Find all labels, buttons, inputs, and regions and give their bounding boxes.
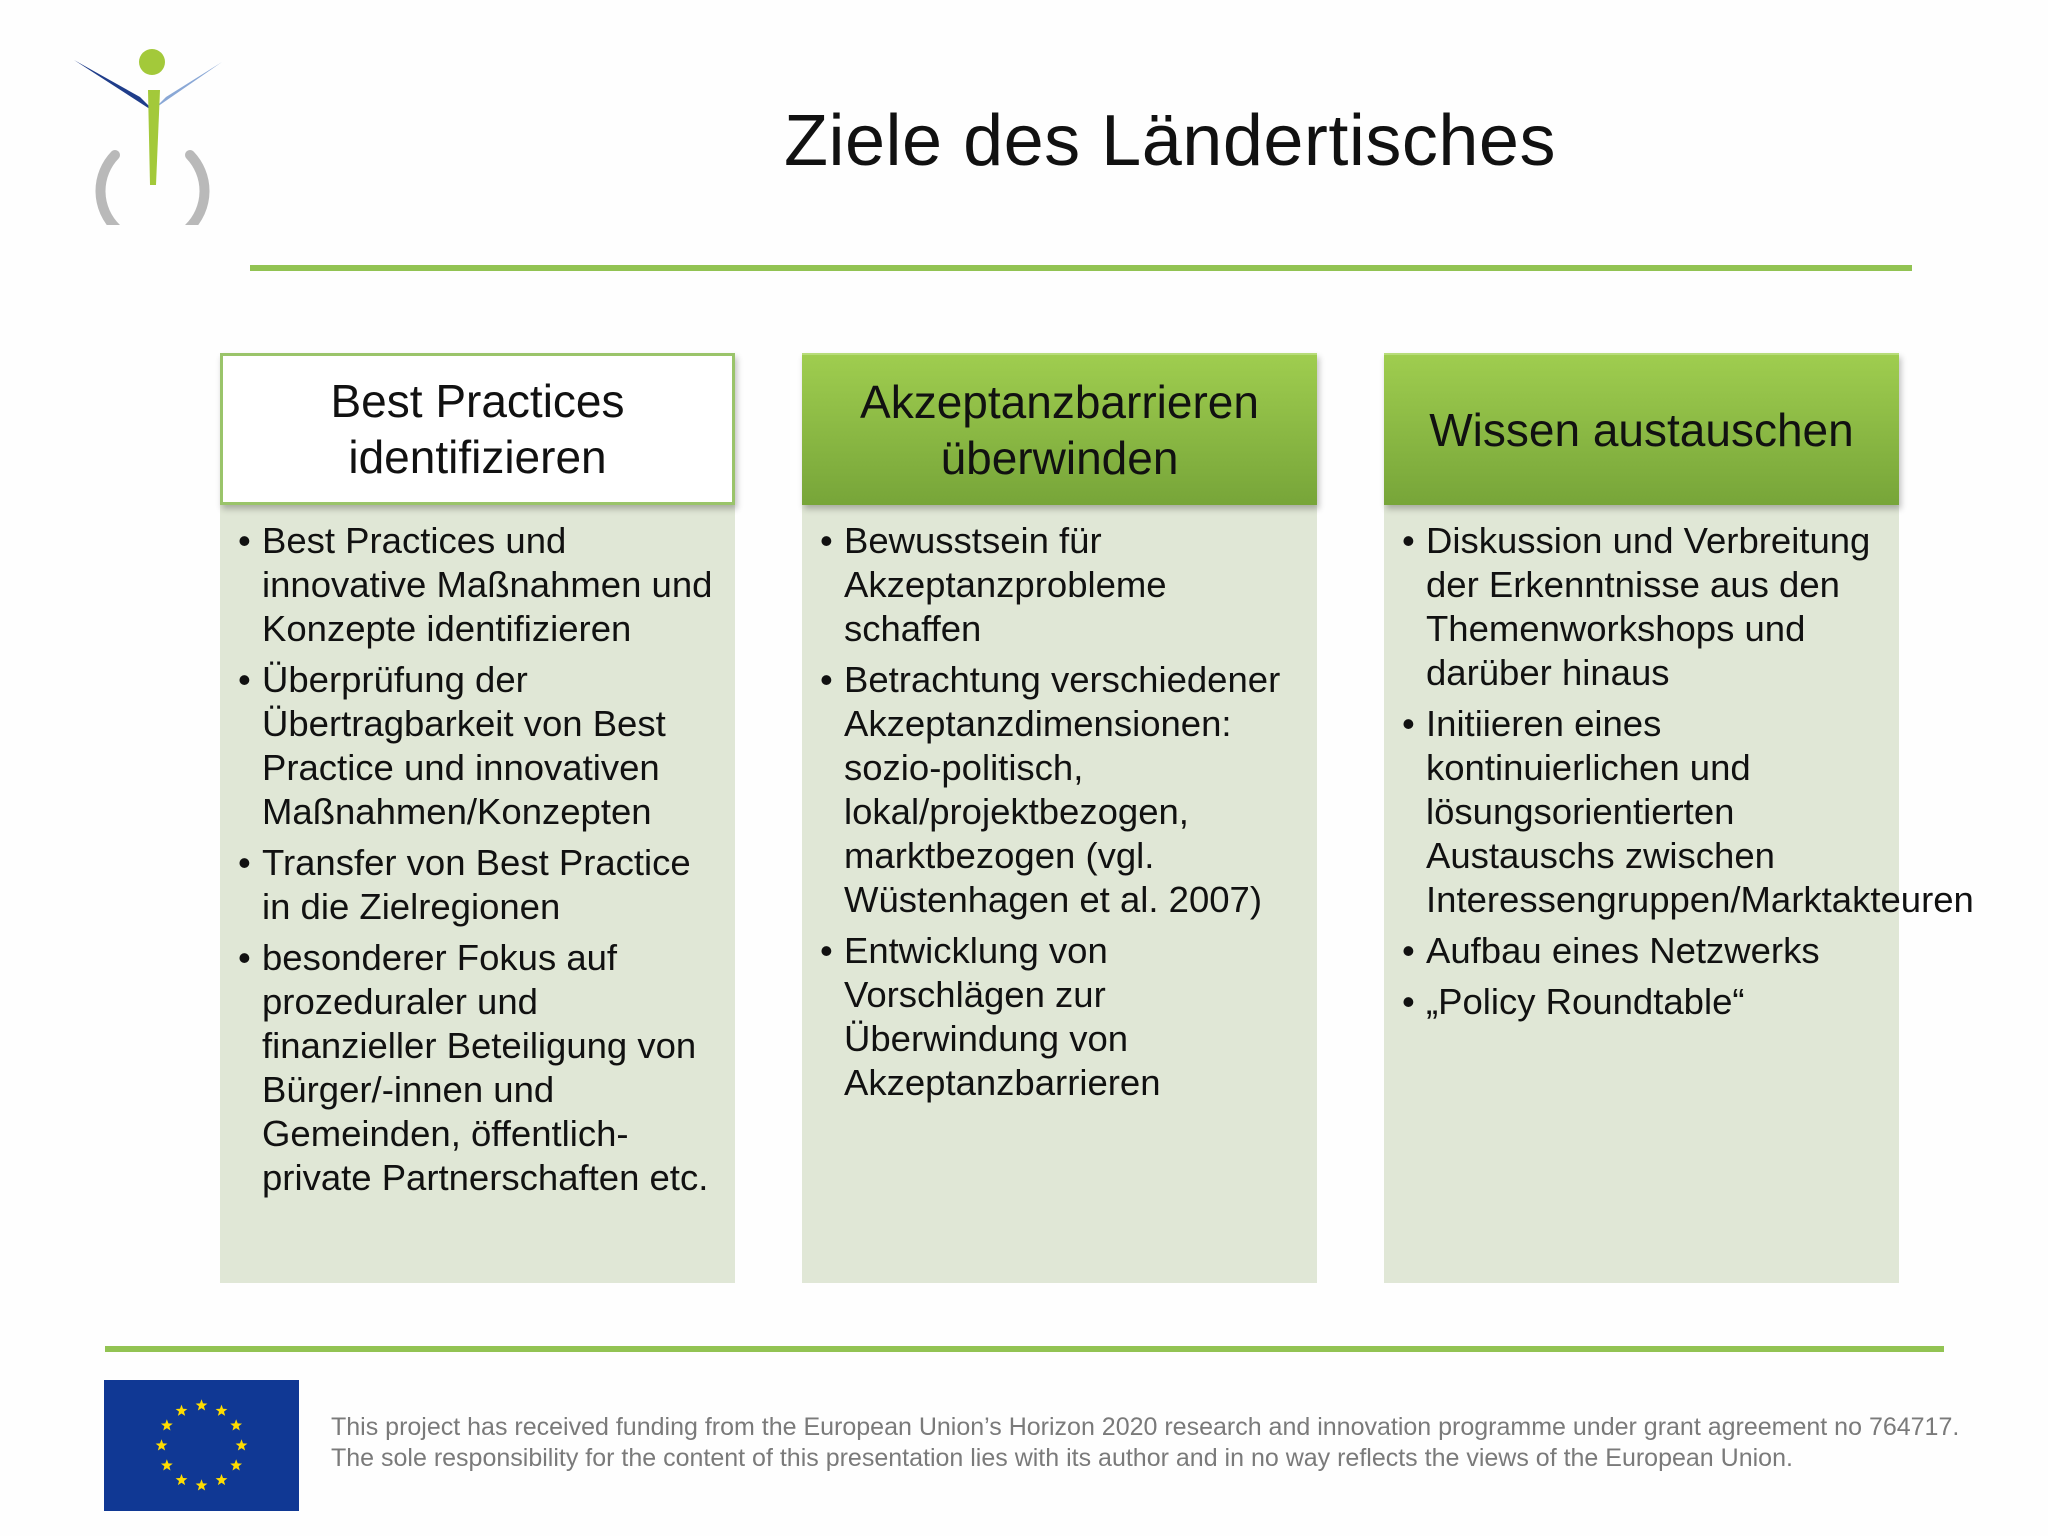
slide-title: Ziele des Ländertisches: [784, 101, 1556, 181]
list-item: • Aufbau eines Netzwerks: [1402, 930, 1820, 971]
footer-divider: [105, 1346, 1944, 1352]
eu-flag-icon: [104, 1380, 299, 1511]
list-item: • Initiieren eines kontinuierlichen und lösungsorientierten Austauschs zwischen Interessengruppen/Marktakteuren: [1402, 703, 1974, 920]
title-divider: [250, 265, 1912, 271]
bullet-list: [820, 519, 1301, 1105]
bullet-icon: •: [238, 659, 251, 700]
bullet-icon: •: [238, 937, 251, 978]
bullet-list: [238, 519, 719, 1200]
column-heading-text: Akzeptanzbarrieren überwinden: [860, 376, 1259, 484]
list-item: • „Policy Roundtable“: [1402, 981, 1745, 1022]
column-heading: [220, 353, 735, 505]
column-wissen: [1384, 353, 1974, 1283]
column-heading: [1384, 353, 1899, 505]
bullet-icon: •: [1402, 520, 1415, 561]
bullet-icon: •: [238, 520, 251, 561]
column-heading-text: Best Practices identifizieren: [330, 375, 625, 483]
list-item: • Entwicklung von Vorschlägen zur Überwindung von Akzeptanzbarrieren: [820, 930, 1161, 1103]
column-body: [802, 505, 1317, 1283]
list-item: • Diskussion und Verbreitung der Erkenntnisse aus den Themenworkshops und darüber hinaus: [1402, 520, 1871, 693]
list-item: • Best Practices und innovative Maßnahmen und Konzepte identifizieren: [238, 520, 713, 649]
list-item: • Bewusstsein für Akzeptanzprobleme schaffen: [820, 520, 1167, 649]
bullet-list: [1402, 519, 1974, 1024]
funding-disclaimer: This project has received funding from the European Union’s Horizon 2020 research and innovation programme under grant agreement no 764717. The sole responsibility for the content of this presentation lies with its author and in no way reflects the views of the European Union.: [331, 1413, 1960, 1472]
column-body: [220, 505, 735, 1283]
list-item: • Überprüfung der Übertragbarkeit von Best Practice und innovativen Maßnahmen/Konzepten: [238, 659, 666, 832]
bullet-icon: •: [820, 659, 833, 700]
bullet-icon: •: [1402, 981, 1415, 1022]
list-item: • besonderer Fokus auf prozeduraler und finanzieller Beteiligung von Bürger/-innen und Gemeinden, öffentlich-private Partnerschaften etc.: [238, 937, 709, 1198]
column-body: [1384, 505, 1974, 1283]
list-item: • Betrachtung verschiedener Akzeptanzdimensionen: sozio-politisch, lokal/projektbezogen, marktbezogen (vgl. Wüstenhagen et al. 2007): [820, 659, 1281, 920]
bullet-icon: •: [820, 930, 833, 971]
column-heading: [802, 353, 1317, 505]
column-akzeptanzbarrieren: [802, 353, 1317, 1283]
bullet-icon: •: [238, 842, 251, 883]
list-item: • Transfer von Best Practice in die Zielregionen: [238, 842, 691, 927]
column-best-practices: [220, 353, 735, 1283]
figure-logo-icon: [70, 45, 230, 225]
bullet-icon: •: [820, 520, 833, 561]
column-heading-text: Wissen austauschen: [1429, 404, 1854, 456]
bullet-icon: •: [1402, 703, 1415, 744]
bullet-icon: •: [1402, 930, 1415, 971]
